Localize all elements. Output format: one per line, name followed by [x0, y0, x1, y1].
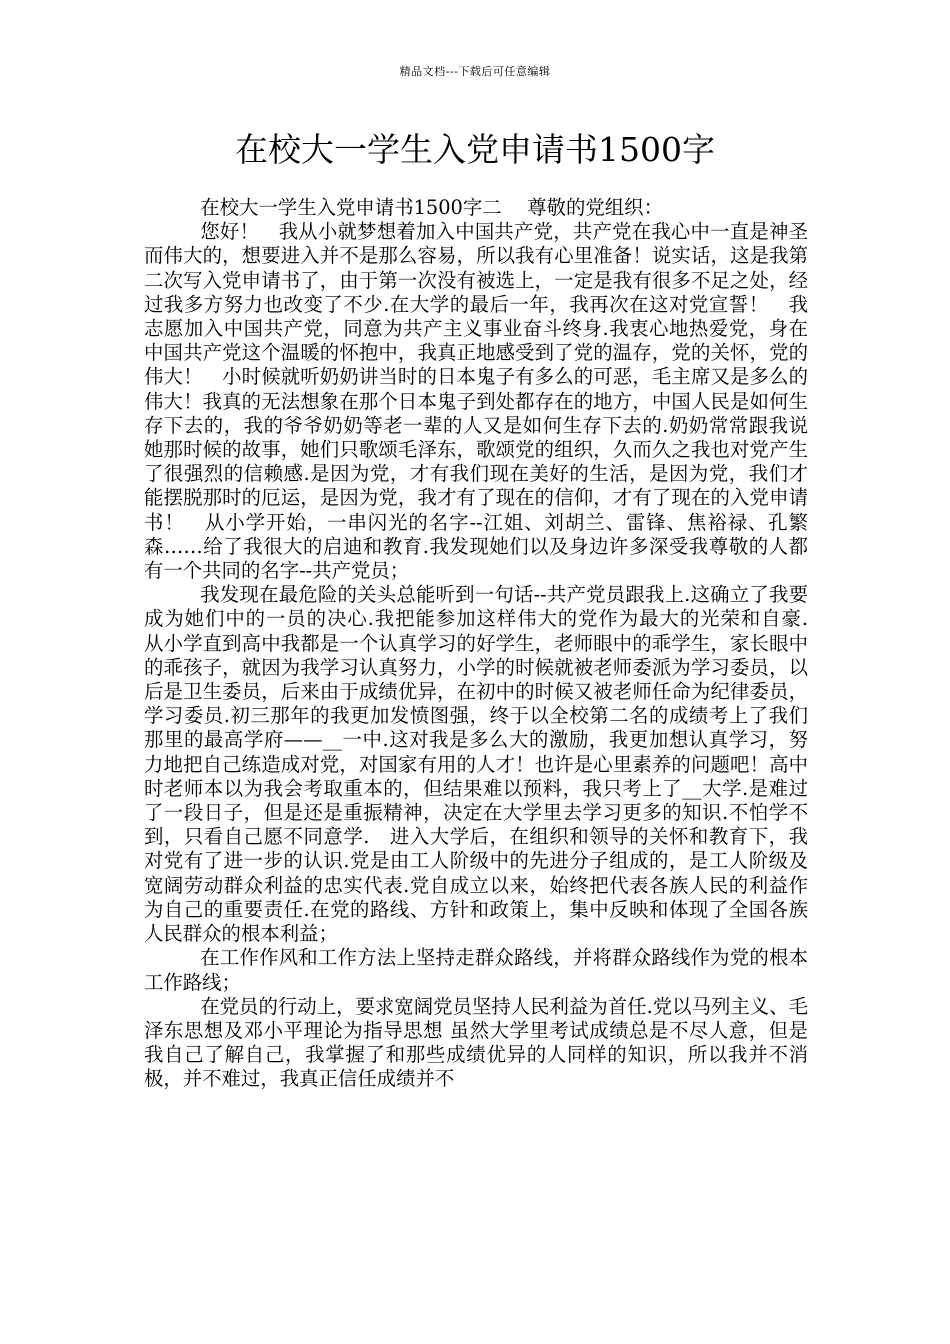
paragraph-school-years: 我发现在最危险的关头总能听到一句话--共产党员跟我上.这确立了我要成为她们中的一员的决心.我把能参加这样伟大的党作为最大的光荣和自豪. 从小学直到高中我都是一个认真学习的好学生，老师眼中的乖学生，家长眼中的乖孩子，就因为我学习认真努力，小学的时候就被老师委派为学习委员，以后是卫生委员，后来由于成绩优异，在初中的时候又被老师任命为纪律委员，学习委员.初三那年的我更加发愤图强，终于以全校第二名的成绩考上了我们那里的最高学府——__一中.这对我是多么大的激励，我更加想认真学习，努力地把自己练造成对党，对国家有用的人才！也许是心里素养的问题吧！高中时老师本以为我会考取重本的，但结果难以预料，我只考上了__大学.是难过了一段日子，但是还是重振精神，决定在大学里去学习更多的知识.不怕学不到，只看自己愿不同意学. 进入大学后，在组织和领导的关怀和教育下，我对党有了进一步的认识.党是由工人阶级中的先进分子组成的，是工人阶级及宽阔劳动群众利益的忠实代表.党自成立以来，始终把代表各族人民的利益作为自己的重要责任.在党的路线、方针和政策上，集中反映和体现了全国各族人民群众的根本利益； [144, 583, 828, 946]
paragraph-greeting: 您好！ 我从小就梦想着加入中国共产党，共产党在我心中一直是神圣而伟大的，想要进入并不是那么容易，所以我有心里准备！说实话，这是我第二次写入党申请书了，由于第一次没有被选上，一定是我有很多不足之处，经过我多方努力也改变了不少.在大学的最后一年，我再次在这对党宣誓！ 我志愿加入中国共产党，同意为共产主义事业奋斗终身.我衷心地热爱党，身在中国共产党这个温暖的怀抱中，我真正地感受到了党的温存，党的关怀，党的伟大！ 小时候就听奶奶讲当时的日本鬼子有多么的可恶，毛主席又是多么的伟大！我真的无法想象在那个日本鬼子到处都存在的地方，中国人民是如何生存下去的，我的爷爷奶奶等老一辈的人又是如何生存下去的.奶奶常常跟我说她那时候的故事，她们只歌颂毛泽东，歌颂党的组织，久而久之我也对党产生了很强烈的信赖感.是因为党，才有我们现在美好的生活，是因为党，我们才能摆脱那时的厄运，是因为党，我才有了现在的信仰，才有了现在的入党申请书！ 从小学开始，一串闪光的名字--江姐、刘胡兰、雷锋、焦裕禄、孔繁森……给了我很大的启迪和教育.我发现她们以及身边许多深受我尊敬的人都有一个共同的名字--共产党员； [144, 220, 808, 583]
document-body [144, 196, 828, 1092]
paragraph-party-members: 在党员的行动上，要求宽阔党员坚持人民利益为首任.党以马列主义、毛泽东思想及邓小平理论为指导思想 虽然大学里考试成绩总是不尽人意，但是我自己了解自己，我掌握了和那些成绩优异的人同样的知识，所以我并不消极，并不难过，我真正信任成绩并不 [144, 994, 808, 1091]
document-title: 在校大一学生入党申请书1500字 [235, 130, 715, 169]
paragraph-opening: 在校大一学生入党申请书1500字二 尊敬的党组织： [200, 196, 663, 219]
header-note: 精品文档---下载后可任意编辑 [399, 65, 551, 78]
paragraph-mass-line: 在工作作风和工作方法上坚持走群众路线，并将群众路线作为党的根本工作路线； [144, 946, 808, 994]
